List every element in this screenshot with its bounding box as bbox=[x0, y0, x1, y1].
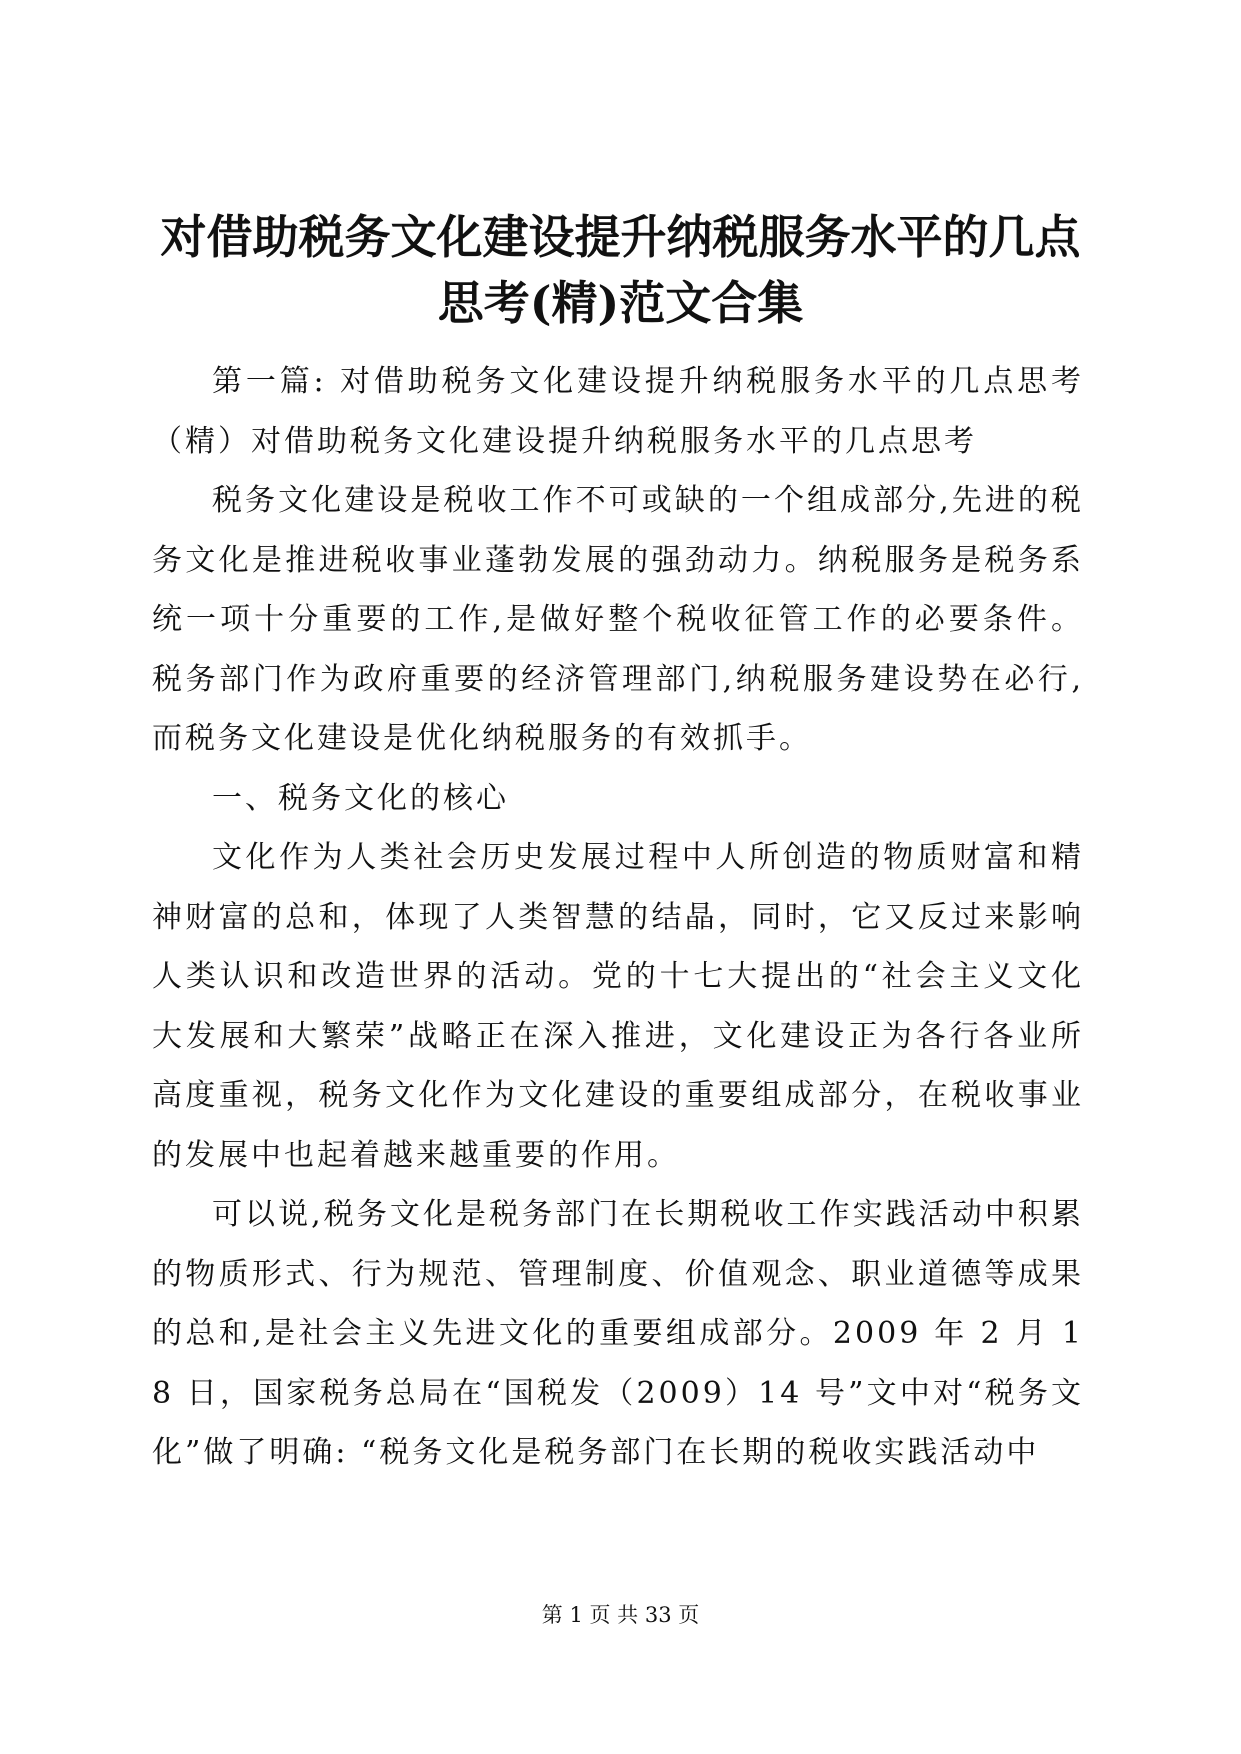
page-footer bbox=[0, 1600, 1241, 1630]
paragraph-4: 可以说,税务文化是税务部门在长期税收工作实践活动中积累的物质形式、行为规范、管理制度、价值观念、职业道德等成果的总和,是社会主义先进文化的重要组成部分。2009 年 2 月 18 日，国家税务总局在“国税发（2009）14 号”文中对“税务文化”做了明确: “税务文化是税务部门在长期的税收实践活动中 bbox=[152, 1197, 1084, 1470]
paragraph-3: 文化作为人类社会历史发展过程中人所创造的物质财富和精神财富的总和，体现了人类智慧的结晶，同时，它又反过来影响人类认识和改造世界的活动。党的十七大提出的“社会主义文化大发展和大繁荣”战略正在深入推进，文化建设正为各行各业所高度重视，税务文化作为文化建设的重要组成部分，在税收事业的发展中也起着越来越重要的作用。 bbox=[152, 840, 1084, 1173]
section-heading: 一、税务文化的核心 bbox=[212, 780, 509, 816]
paragraph-2: 税务文化建设是税收工作不可或缺的一个组成部分,先进的税务文化是推进税收事业蓬勃发展的强劲动力。纳税服务是税务系统一项十分重要的工作,是做好整个税收征管工作的必要条件。税务部门作为政府重要的经济管理部门,纳税服务建设势在必行,而税务文化建设是优化纳税服务的有效抓手。 bbox=[152, 483, 1084, 756]
document-title bbox=[150, 204, 1091, 336]
document-body bbox=[152, 352, 1084, 1483]
title-line-2: 思考(精)范文合集 bbox=[437, 276, 804, 330]
paragraph-1: 第一篇: 对借助税务文化建设提升纳税服务水平的几点思考（精）对借助税务文化建设提升纳税服务水平的几点思考 bbox=[152, 364, 1084, 459]
page-number: 第 1 页 共 33 页 bbox=[541, 1603, 700, 1627]
title-line-1: 对借助税务文化建设提升纳税服务水平的几点 bbox=[160, 210, 1081, 264]
